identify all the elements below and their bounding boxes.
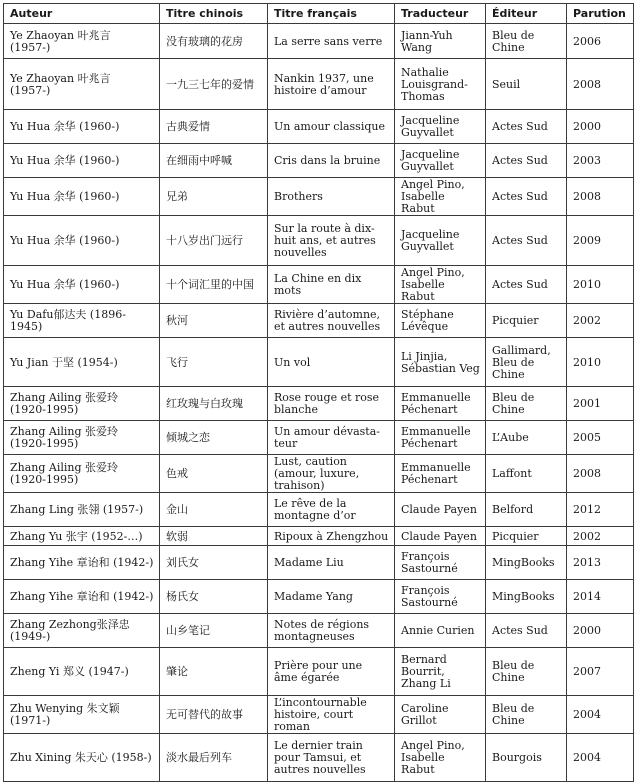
cell-titre-chinois: 兄弟 [160,178,268,216]
table-row [4,178,634,216]
cell-traducteur: Caroline Grillot [395,696,486,734]
cell-auteur: Zheng Yi 郑义 (1947-) [4,648,160,696]
cell-titre-chinois: 红玫瑰与白玫瑰 [160,387,268,421]
cell-titre-chinois: 飞行 [160,338,268,387]
cell-titre-chinois: 没有玻璃的花房 [160,24,268,59]
cell-auteur: Zhu Xining 朱天心 (1958-) [4,734,160,782]
cell-titre-francais: Un amour dévasta-teur [268,421,395,455]
cell-titre-francais: Cris dans la bruine [268,144,395,178]
header-row [4,4,634,24]
cell-traducteur: Jacqueline Guyvallet [395,110,486,144]
table-row [4,338,634,387]
table-row [4,110,634,144]
cell-traducteur: Annie Curien [395,614,486,648]
table-row [4,580,634,614]
cell-auteur: Yu Hua 余华 (1960-) [4,144,160,178]
cell-editeur: Actes Sud [486,266,567,304]
table-row [4,421,634,455]
table-row [4,546,634,580]
table-row [4,648,634,696]
cell-traducteur: Nathalie Louisgrand-Thomas [395,59,486,110]
table-row [4,216,634,266]
cell-auteur: Zhang Ailing 张爱玲 (1920-1995) [4,455,160,493]
cell-titre-francais: Madame Yang [268,580,395,614]
cell-titre-francais: L’incontournable histoire, court roman [268,696,395,734]
cell-auteur: Yu Dafu郁达夫 (1896-1945) [4,304,160,338]
cell-traducteur: Claude Payen [395,527,486,546]
cell-parution: 2008 [567,455,634,493]
cell-parution: 2008 [567,178,634,216]
cell-titre-chinois: 在细雨中呼喊 [160,144,268,178]
cell-editeur: Picquier [486,527,567,546]
cell-titre-chinois: 一九三七年的爱情 [160,59,268,110]
cell-auteur: Zhang Ailing 张爱玲 (1920-1995) [4,421,160,455]
table-row [4,24,634,59]
cell-parution: 2013 [567,546,634,580]
cell-titre-chinois: 古典爱情 [160,110,268,144]
cell-titre-chinois: 倾城之恋 [160,421,268,455]
cell-titre-francais: Notes de régions montagneuses [268,614,395,648]
cell-traducteur: Emmanuelle Péchenart [395,455,486,493]
cell-auteur: Zhang Zezhong张泽忠 (1949-) [4,614,160,648]
header-parution: Parution [567,4,634,24]
cell-traducteur: Emmanuelle Péchenart [395,421,486,455]
cell-titre-francais: Un vol [268,338,395,387]
cell-editeur: Laffont [486,455,567,493]
cell-auteur: Zhang Yu 张宇 (1952-…) [4,527,160,546]
cell-traducteur: Jacqueline Guyvallet [395,144,486,178]
cell-editeur: Gallimard, Bleu de Chine [486,338,567,387]
cell-editeur: Actes Sud [486,144,567,178]
cell-editeur: Bourgois [486,734,567,782]
cell-titre-chinois: 软弱 [160,527,268,546]
cell-traducteur: François Sastourné [395,546,486,580]
cell-editeur: Actes Sud [486,178,567,216]
cell-editeur: Seuil [486,59,567,110]
cell-traducteur: Li Jinjia, Sébastian Veg [395,338,486,387]
cell-editeur: Actes Sud [486,110,567,144]
cell-auteur: Yu Jian 于坚 (1954-) [4,338,160,387]
table-row [4,734,634,782]
cell-parution: 2014 [567,580,634,614]
cell-titre-chinois: 山乡笔记 [160,614,268,648]
cell-titre-francais: Sur la route à dix-huit ans, et autres nouvelles [268,216,395,266]
table-row [4,614,634,648]
cell-editeur: Actes Sud [486,614,567,648]
cell-titre-francais: Rose rouge et rose blanche [268,387,395,421]
cell-titre-chinois: 秋河 [160,304,268,338]
cell-titre-chinois: 十八岁出门远行 [160,216,268,266]
cell-editeur: L’Aube [486,421,567,455]
cell-traducteur: Angel Pino, Isabelle Rabut [395,178,486,216]
cell-editeur: Picquier [486,304,567,338]
cell-titre-francais: Brothers [268,178,395,216]
cell-titre-francais: Ripoux à Zhengzhou [268,527,395,546]
header-editeur: Éditeur [486,4,567,24]
cell-traducteur: Angel Pino, Isabelle Rabut [395,734,486,782]
table-row [4,304,634,338]
table-body [4,24,634,782]
cell-editeur: Belford [486,493,567,527]
cell-parution: 2004 [567,696,634,734]
table-row [4,493,634,527]
header-traducteur: Traducteur [395,4,486,24]
cell-editeur: Bleu de Chine [486,387,567,421]
cell-titre-chinois: 肇论 [160,648,268,696]
cell-auteur: Zhang Ailing 张爱玲 (1920-1995) [4,387,160,421]
cell-titre-chinois: 金山 [160,493,268,527]
cell-parution: 2000 [567,614,634,648]
header-auteur: Auteur [4,4,160,24]
table-row [4,696,634,734]
cell-editeur: Actes Sud [486,216,567,266]
cell-traducteur: Bernard Bourrit, Zhang Li [395,648,486,696]
cell-titre-francais: La Chine en dix mots [268,266,395,304]
cell-titre-francais: Madame Liu [268,546,395,580]
cell-titre-francais: Prière pour une âme égarée [268,648,395,696]
cell-auteur: Yu Hua 余华 (1960-) [4,266,160,304]
table-row [4,59,634,110]
cell-titre-chinois: 十个词汇里的中国 [160,266,268,304]
cell-titre-francais: Rivière d’automne, et autres nouvelles [268,304,395,338]
cell-auteur: Zhu Wenying 朱文颖 (1971-) [4,696,160,734]
cell-parution: 2001 [567,387,634,421]
cell-parution: 2000 [567,110,634,144]
header-titre-francais: Titre français [268,4,395,24]
cell-titre-chinois: 杨氏女 [160,580,268,614]
cell-auteur: Zhang Yihe 章诒和 (1942-) [4,580,160,614]
cell-traducteur: Stéphane Lévêque [395,304,486,338]
cell-auteur: Ye Zhaoyan 叶兆言 (1957-) [4,59,160,110]
cell-traducteur: Jacqueline Guyvallet [395,216,486,266]
cell-traducteur: François Sastourné [395,580,486,614]
cell-traducteur: Emmanuelle Péchenart [395,387,486,421]
cell-editeur: Bleu de Chine [486,24,567,59]
cell-titre-chinois: 无可替代的故事 [160,696,268,734]
table-row [4,455,634,493]
cell-titre-francais: Nankin 1937, une histoire d’amour [268,59,395,110]
table-row [4,527,634,546]
cell-titre-francais: Le rêve de la montagne d’or [268,493,395,527]
table-row [4,266,634,304]
cell-parution: 2005 [567,421,634,455]
cell-parution: 2009 [567,216,634,266]
cell-editeur: MingBooks [486,580,567,614]
cell-traducteur: Angel Pino, Isabelle Rabut [395,266,486,304]
cell-editeur: Bleu de Chine [486,648,567,696]
cell-titre-chinois: 淡水最后列车 [160,734,268,782]
cell-auteur: Yu Hua 余华 (1960-) [4,178,160,216]
translations-table [3,3,634,782]
header-titre-chinois: Titre chinois [160,4,268,24]
cell-parution: 2002 [567,304,634,338]
cell-parution: 2012 [567,493,634,527]
cell-parution: 2003 [567,144,634,178]
cell-titre-chinois: 刘氏女 [160,546,268,580]
cell-parution: 2002 [567,527,634,546]
cell-auteur: Zhang Yihe 章诒和 (1942-) [4,546,160,580]
cell-parution: 2010 [567,266,634,304]
cell-editeur: Bleu de Chine [486,696,567,734]
cell-parution: 2004 [567,734,634,782]
table-row [4,387,634,421]
table-row [4,144,634,178]
cell-parution: 2007 [567,648,634,696]
cell-auteur: Yu Hua 余华 (1960-) [4,110,160,144]
cell-titre-francais: La serre sans verre [268,24,395,59]
cell-parution: 2010 [567,338,634,387]
cell-parution: 2008 [567,59,634,110]
cell-titre-chinois: 色戒 [160,455,268,493]
cell-auteur: Ye Zhaoyan 叶兆言 (1957-) [4,24,160,59]
cell-traducteur: Jiann-Yuh Wang [395,24,486,59]
cell-titre-francais: Un amour classique [268,110,395,144]
cell-titre-francais: Le dernier train pour Tamsui, et autres nouvelles [268,734,395,782]
cell-parution: 2006 [567,24,634,59]
cell-auteur: Zhang Ling 张翎 (1957-) [4,493,160,527]
cell-titre-francais: Lust, caution (amour, luxure, trahison) [268,455,395,493]
cell-editeur: MingBooks [486,546,567,580]
cell-auteur: Yu Hua 余华 (1960-) [4,216,160,266]
cell-traducteur: Claude Payen [395,493,486,527]
